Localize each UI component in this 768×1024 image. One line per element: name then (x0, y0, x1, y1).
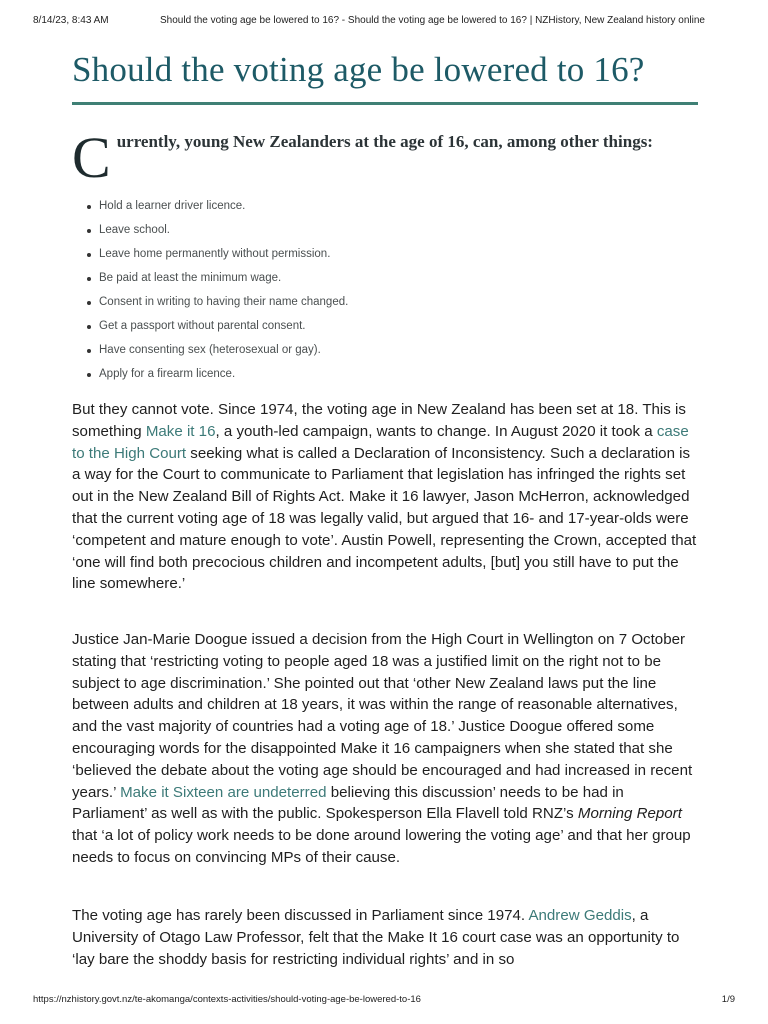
paragraph-1 (72, 399, 702, 595)
list-item: Hold a learner driver licence. (84, 196, 684, 220)
print-document-title: Should the voting age be lowered to 16? - Should the voting age be lowered to 16? | NZHistory, New Zealand history online (160, 15, 705, 26)
paragraph-3 (72, 905, 702, 970)
make-it-sixteen-undeterred-link[interactable]: Make it Sixteen are undeterred (120, 783, 327, 801)
title-divider (72, 102, 698, 105)
intro (72, 125, 692, 190)
text-span: believing this discussion’ needs to be had in Parliament’ as well as with the public. Spokesperson Ella Flavell told RNZ’s (72, 783, 624, 823)
list-item: Consent in writing to having their name changed. (84, 292, 684, 316)
drop-cap: C (72, 125, 111, 190)
make-it-16-link[interactable]: Make it 16 (145, 422, 216, 440)
andrew-geddis-link[interactable]: Andrew Geddis (528, 907, 632, 924)
text-span: , a University of Otago Law Professor, felt that the Make It 16 court case was an opportunity to ‘lay bare the shoddy basis for restricting individual rights’ and in so (72, 907, 680, 968)
list-item: Have consenting sex (heterosexual or gay). (84, 340, 684, 364)
text-span: seeking what is called a Declaration of Inconsistency. Such a declaration is a way for the Court to communicate to Parliament that legislation has infringed the rights set out in the New Zealand Bill of Rights Act. Make it 16 lawyer, Jason McHerron, acknowledged that the current voting age of 18 was legally valid, but argued that 16- and 17-year-olds were ‘competent and mature enough to vote’. Austin Powell, representing the Crown, accepted that ‘one will find both precocious children and incompetent adults, [but] you still have to put the line somewhere.’ (72, 444, 697, 593)
page-number: 1/9 (721, 994, 735, 1005)
text-span: that ‘a lot of policy work needs to be done around lowering the voting age’ and that her group needs to focus on convincing MPs of their cause. (72, 827, 691, 866)
print-date: 8/14/23, 8:43 AM (33, 15, 109, 26)
text-span: , a youth-led campaign, wants to change. In August 2020 it took a (215, 422, 657, 440)
list-item: Apply for a firearm licence. (84, 364, 684, 388)
high-court-case-link[interactable]: case to the High Court (72, 422, 689, 462)
rights-list (84, 196, 684, 388)
intro-text: urrently, young New Zealanders at the age of 16, can, among other things: (116, 132, 653, 151)
list-item: Leave home permanently without permission. (84, 244, 684, 268)
page-title: Should the voting age be lowered to 16? (72, 50, 645, 89)
list-item: Leave school. (84, 220, 684, 244)
paragraph-2 (72, 629, 702, 869)
text-span: The voting age has rarely been discussed in Parliament since 1974. (72, 907, 529, 924)
list-item: Get a passport without parental consent. (84, 316, 684, 340)
list-item: Be paid at least the minimum wage. (84, 268, 684, 292)
morning-report-title: Morning Report (577, 805, 682, 823)
text-span: Justice Jan-Marie Doogue issued a decision from the High Court in Wellington on 7 October stating that ‘restricting voting to people aged 18 was a justified limit on the right not to be subject to age discrimination.’ She pointed out that ‘other New Zealand laws put the line between adults and children at 18 years, it was within the range of reasonable alternatives, and the vast majority of countries had a voting age of 18.’ Justice Doogue offered some encouraging words for the disappointed Make it 16 campaigners when she stated that she ‘believed the debate about the voting age should be encouraged and had increased in recent years.’ (72, 631, 693, 801)
print-url: https://nzhistory.govt.nz/te-akomanga/contexts-activities/should-voting-age-be-lowered-to-16 (33, 994, 421, 1005)
text-span: But they cannot vote. Since 1974, the voting age in New Zealand has been set at 18. This is something (72, 401, 686, 440)
